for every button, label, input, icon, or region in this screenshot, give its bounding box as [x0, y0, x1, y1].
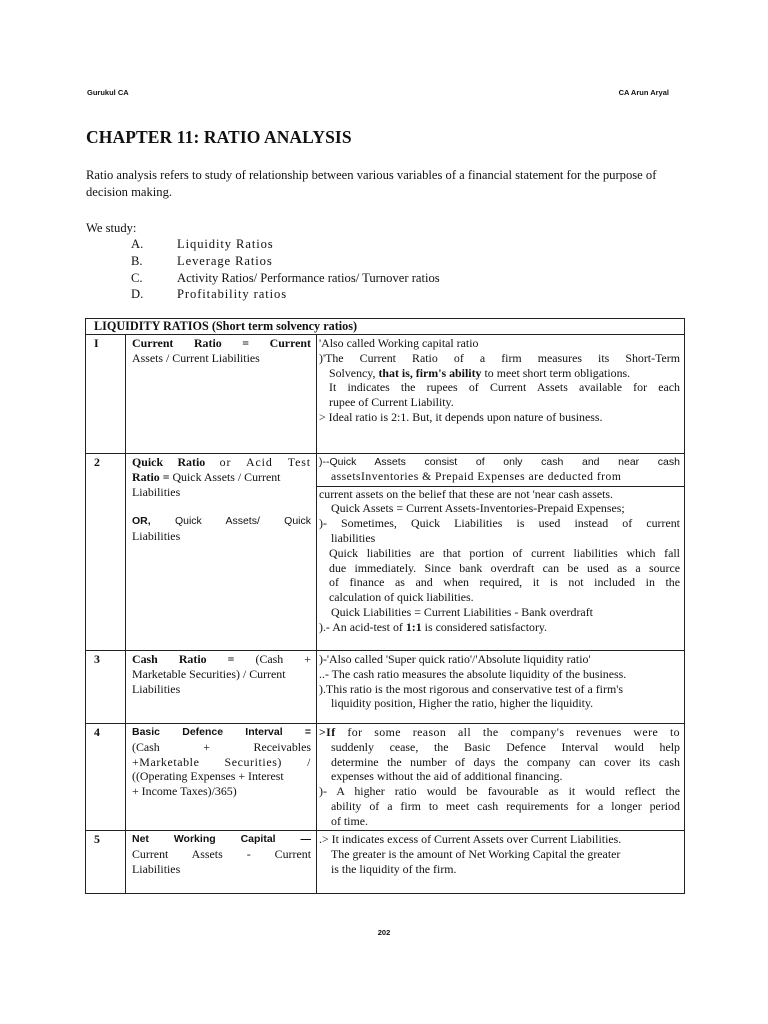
list-text: Profitability ratios	[177, 287, 287, 302]
header-right: CA Arun Aryal	[618, 88, 669, 97]
ratio-description: 'Also called Working capital ratio )'The Current Ratio of a firm measures its Short-Term Solvency, that is, firm's ability to meet short term obligations. It indicates the rupees of Current Assets available for each rupee of Current Liability. > Ideal ratio is 2:1. But, it depends upon nature of business.	[317, 335, 685, 454]
ratio-formula: Assets / Current Liabilities	[132, 350, 260, 365]
table-row	[86, 454, 685, 651]
list-text: Activity Ratios/ Performance ratios/ Turnover ratios	[177, 270, 440, 285]
list-letter: C.	[131, 270, 143, 285]
row-number: 5	[86, 831, 126, 894]
row-number: 3	[86, 651, 126, 724]
liquidity-ratios-table	[85, 318, 685, 894]
ratio-name-cell: Quick Ratio or Acid Test Ratio = Quick Assets / Current Liabilities OR, Quick Assets/ Quick Liabilities	[126, 454, 317, 651]
header-left: Gurukul CA	[87, 88, 129, 97]
ratio-description: >If for some reason all the company's revenues were to suddenly cease, the Basic Defence Interval would help determine the number of days the company can cover its cash expenses without the aid of additional financing. )- A higher ratio would be favourable as it would reflect the ability of a firm to meet cash requirements for a longer period of time.	[317, 724, 685, 831]
ratio-name-cell: Basic Defence Interval = (Cash + Receivables +Marketable Securities) / ((Operating Expenses + Interest + Income Taxes)/365)	[126, 724, 317, 831]
ratio-name-cell	[126, 335, 317, 454]
row-number: 4	[86, 724, 126, 831]
row-number: I	[86, 335, 126, 454]
row-number: 2	[86, 454, 126, 651]
page-title: CHAPTER 11: RATIO ANALYSIS	[86, 127, 352, 147]
list-item	[131, 253, 440, 270]
table-row	[86, 335, 685, 454]
list-item	[131, 236, 440, 253]
list-letter: A.	[131, 237, 144, 251]
ratio-name: Current Ratio = Current	[132, 336, 311, 350]
table-heading: LIQUIDITY RATIOS (Short term solvency ratios)	[86, 319, 685, 335]
study-label: We study:	[86, 221, 137, 235]
intro-paragraph: Ratio analysis refers to study of relationship between various variables of a financial statement for the purpose of decision making.	[86, 168, 657, 199]
list-letter: B.	[131, 253, 143, 268]
ratio-description: .> It indicates excess of Current Assets over Current Liabilities. The greater is the amount of Net Working Capital the greater is the liquidity of the firm.	[317, 831, 685, 894]
list-text: Leverage Ratios	[177, 253, 273, 268]
ratio-name-cell: Cash Ratio = (Cash + Marketable Securities) / Current Liabilities	[126, 651, 317, 724]
table-row	[86, 724, 685, 831]
table-row	[86, 831, 685, 894]
list-text: Liquidity Ratios	[177, 237, 274, 251]
list-letter: D.	[131, 287, 144, 302]
table-heading-row	[86, 319, 685, 335]
list-item	[131, 286, 440, 303]
list-item	[131, 270, 440, 287]
table-row	[86, 651, 685, 724]
study-list	[131, 236, 440, 303]
ratio-description: )--Quick Assets consist of only cash and near cash assetsInventories & Prepaid Expenses are deducted from current assets on the belief that these are not 'near cash assets. Quick Assets = Current Assets-Inventories-Prepaid Expenses; )- Sometimes, Quick Liabilities is used instead of current liabilities Quick liabilities are that portion of current liabilities which fall due immediately. Since bank overdraft can be used as a source of finance as and when required, it is not included in the calculation of quick liabilities. Quick Liabilities = Current Liabilities - Bank overdraft ).- An acid-test of 1:1 is considered satisfactory.	[317, 454, 685, 651]
ratio-description: )-'Also called 'Super quick ratio'/'Absolute liquidity ratio' ..- The cash ratio measures the absolute liquidity of the business. ).This ratio is the most rigorous and conservative test of a firm's liquidity position, Higher the ratio, higher the liquidity.	[317, 651, 685, 724]
ratio-name-cell: Net Working Capital — Current Assets - Current Liabilities	[126, 831, 317, 894]
page-number: 202	[377, 928, 391, 937]
